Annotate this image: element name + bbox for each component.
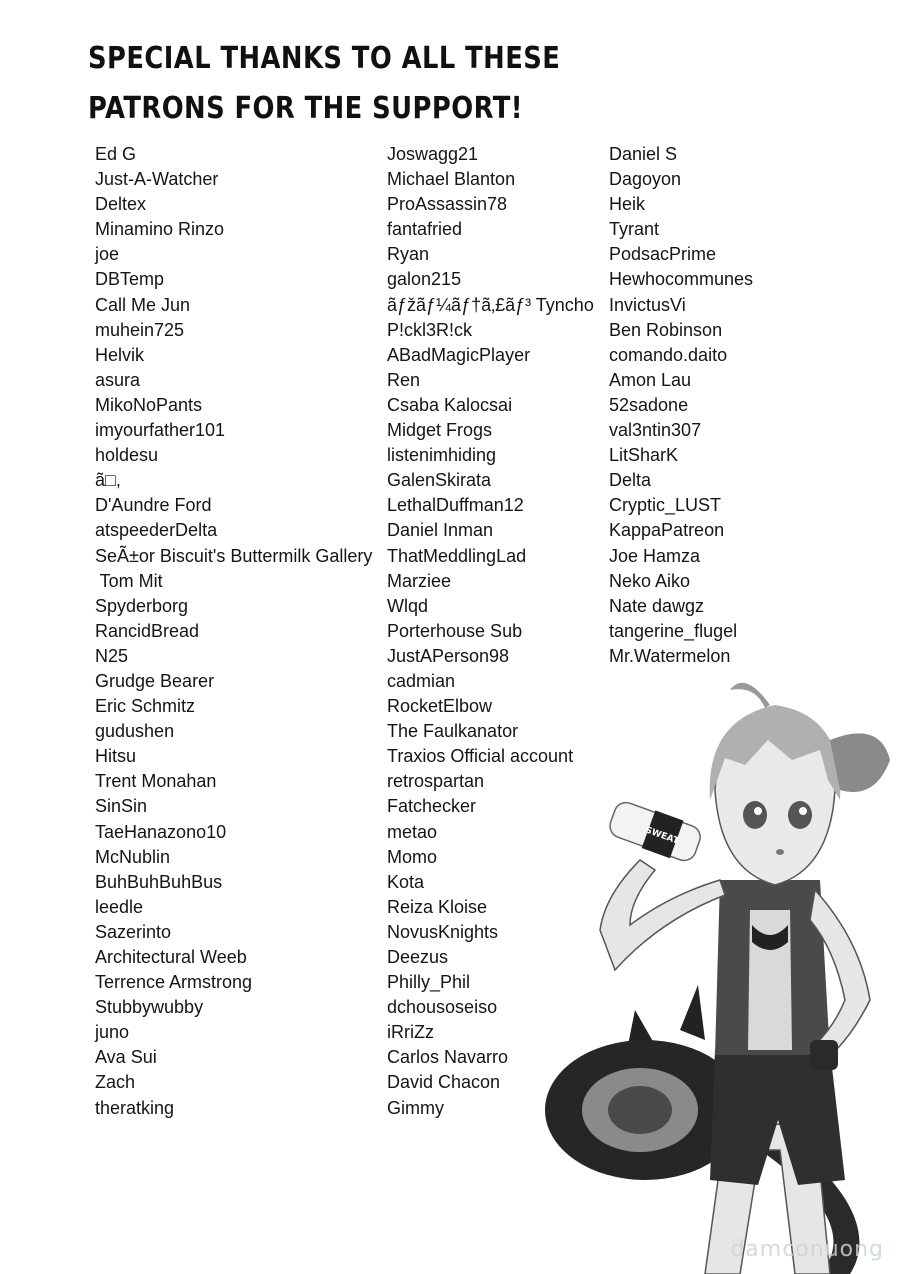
patron-name: McNublin — [95, 846, 171, 867]
patron-name: Deezus — [387, 947, 449, 967]
patron-name: Nate dawgz — [609, 595, 705, 616]
patron-name: Tyrant — [609, 219, 660, 240]
patron-name: LethalDuffman12 — [387, 495, 524, 516]
patron-name: Michael Blanton — [387, 169, 516, 190]
patron-name: ProAssassin78 — [387, 194, 508, 215]
patron-name: The Faulkanator — [387, 721, 519, 742]
patron-name: Marziee — [387, 570, 452, 591]
patron-name: Architectural Weeb — [95, 947, 247, 967]
patron-name: Zach — [95, 1072, 136, 1093]
patron-name: Reiza Kloise — [387, 896, 488, 917]
patron-name: Trent Monahan — [95, 771, 217, 792]
patron-name: ãƒžãƒ¼ãƒ†ã‚£ãƒ³ Tyncho — [387, 294, 594, 315]
patron-name: Minamino Rinzo — [95, 219, 225, 240]
patron-name: Tom Mit — [95, 570, 163, 591]
patron-name: JustAPerson98 — [387, 645, 510, 666]
patron-name: Daniel Inman — [387, 520, 494, 541]
mascot-girl-illustration — [530, 680, 900, 1274]
patron-name: atspeederDelta — [95, 520, 218, 541]
patron-name: retrospartan — [387, 771, 485, 792]
patron-name: Call Me Jun — [95, 294, 191, 315]
patron-name: Ed G — [95, 144, 137, 164]
patron-name: fantafried — [387, 219, 463, 240]
page-title: SPECIAL THANKS TO ALL THESE PATRONS FOR THE SUPPORT! — [88, 41, 561, 126]
patron-name: Daniel S — [609, 144, 678, 164]
patron-name: Momo — [387, 846, 438, 867]
ahoge — [730, 683, 770, 708]
patron-name: DBTemp — [95, 269, 165, 290]
patron-name: LitSharK — [609, 445, 679, 466]
patron-name: Cryptic_LUST — [609, 495, 722, 516]
drink-bottle — [606, 797, 704, 865]
patron-name: Hewhocommunes — [609, 269, 754, 290]
patron-name: Wlqd — [387, 595, 429, 616]
patron-name: Ren — [387, 369, 421, 390]
patron-name: Heik — [609, 194, 646, 215]
patron-name: ã□, — [95, 470, 121, 491]
patron-name: Spyderborg — [95, 595, 189, 616]
patron-name: iRriZz — [387, 1022, 434, 1043]
patron-name: Fatchecker — [387, 796, 477, 817]
patron-name: ABadMagicPlayer — [387, 344, 531, 365]
patron-column-1 — [95, 142, 372, 1121]
patron-name: Sazerinto — [95, 921, 172, 942]
patron-name: Amon Lau — [609, 369, 692, 390]
patron-name: 52sadone — [609, 394, 689, 415]
patron-name: Delta — [609, 470, 652, 491]
patron-name: NovusKnights — [387, 921, 499, 942]
patron-name: David Chacon — [387, 1072, 501, 1093]
patron-name: Helvik — [95, 344, 145, 365]
patron-name: Midget Frogs — [387, 420, 493, 441]
patron-name: MikoNoPants — [95, 394, 203, 415]
patron-name: joe — [95, 244, 120, 265]
patron-name: Ava Sui — [95, 1047, 157, 1068]
patron-name: Eric Schmitz — [95, 696, 196, 717]
patron-name: Joswagg21 — [387, 144, 479, 164]
patron-name: Hitsu — [95, 746, 137, 767]
patron-name: dchousoseiso — [387, 997, 498, 1018]
patron-name: Gimmy — [387, 1097, 444, 1118]
head — [710, 683, 890, 885]
patron-name: Deltex — [95, 194, 147, 215]
patron-name: gudushen — [95, 721, 175, 742]
patron-name: TaeHanazono10 — [95, 821, 227, 842]
patron-name: galon215 — [387, 269, 462, 290]
patron-name: leedle — [95, 896, 144, 917]
patron-name: Grudge Bearer — [95, 670, 215, 691]
shorts — [710, 1050, 845, 1185]
patron-name: juno — [95, 1022, 130, 1043]
patron-name: Porterhouse Sub — [387, 620, 523, 641]
patron-name: N25 — [95, 645, 129, 666]
patron-name: comando.daito — [609, 344, 728, 365]
patron-name: ThatMeddlingLad — [387, 545, 527, 566]
patron-name: Mr.Watermelon — [609, 645, 731, 666]
patron-name: D'Aundre Ford — [95, 495, 212, 516]
patron-name: BuhBuhBuhBus — [95, 871, 223, 892]
bottle-label: SWEAT — [643, 825, 681, 847]
patron-name: muhein725 — [95, 319, 185, 340]
patron-name: listenimhiding — [387, 445, 497, 466]
patron-name: holdesu — [95, 445, 159, 466]
patron-name: SeÃ±or Biscuit's Buttermilk Gallery — [95, 545, 373, 566]
patron-name: SinSin — [95, 796, 148, 817]
patron-name: metao — [387, 821, 438, 842]
patron-name: Csaba Kalocsai — [387, 394, 513, 415]
ponytail — [830, 733, 890, 792]
patron-name: tangerine_flugel — [609, 620, 738, 641]
patron-name: Stubbywubby — [95, 997, 204, 1018]
patron-name: val3ntin307 — [609, 420, 702, 441]
patron-name: Just-A-Watcher — [95, 169, 219, 190]
patron-name: cadmian — [387, 670, 456, 691]
patron-name: Philly_Phil — [387, 972, 471, 993]
patron-name: RancidBread — [95, 620, 200, 641]
patron-name: asura — [95, 369, 141, 390]
watermark-text: damconuong — [730, 1237, 884, 1262]
glove — [810, 1040, 838, 1070]
patron-name: Terrence Armstrong — [95, 972, 253, 993]
patron-name: theratking — [95, 1097, 175, 1118]
patron-name: Neko Aiko — [609, 570, 691, 591]
patron-name: RocketElbow — [387, 696, 493, 717]
patron-name: PodsacPrime — [609, 244, 717, 265]
patron-name: Ryan — [387, 244, 430, 265]
arm-left — [600, 860, 725, 970]
patron-name: Carlos Navarro — [387, 1047, 509, 1068]
patron-name: Dagoyon — [609, 169, 682, 190]
patron-name: imyourfather101 — [95, 420, 226, 441]
patron-name: KappaPatreon — [609, 520, 725, 541]
patron-name: GalenSkirata — [387, 470, 492, 491]
patron-name: Traxios Official account — [387, 746, 574, 767]
patron-name: Kota — [387, 871, 425, 892]
patron-name: P!ckl3R!ck — [387, 319, 473, 340]
patron-name: InvictusVi — [609, 294, 686, 315]
patron-name: Ben Robinson — [609, 319, 723, 340]
patron-column-3 — [609, 142, 753, 669]
patron-name: Joe Hamza — [609, 545, 701, 566]
